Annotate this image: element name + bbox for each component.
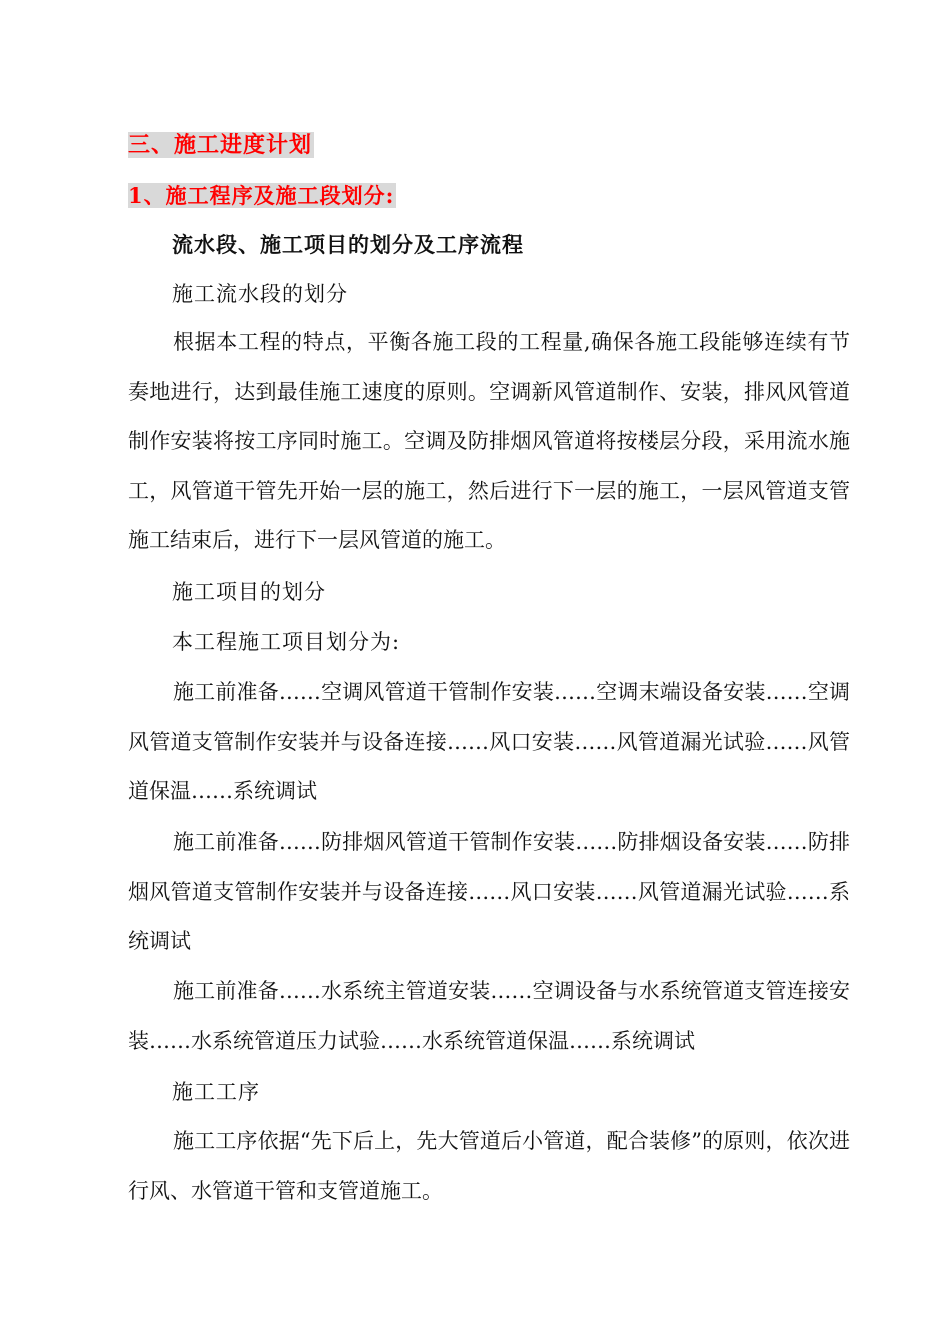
- project-division-item-3: 施工前准备……水系统主管道安装……空调设备与水系统管道支管连接安装……水系统管道压力试验……水系统管道保温……系统调试: [128, 979, 850, 1053]
- section-title-text: 三、施工进度计划: [128, 132, 313, 158]
- section-heading: 流水段、施工项目的划分及工序流程: [172, 233, 524, 257]
- flow-division-paragraph: 根据本工程的特点，平衡各施工段的工程量,确保各施工段能够连续有节奏地进行，达到最佳施工速度的原则。空调新风管道制作、安装，排风风管道制作安装将按工序同时施工。空调及防排烟风管道将按楼层分段，采用流水施工，风管道干管先开始一层的施工，然后进行下一层的施工，一层风管道支管施工结束后，进行下一层风管道的施工。: [128, 330, 850, 552]
- section-title: [128, 131, 314, 160]
- project-division-item-2: 施工前准备……防排烟风管道干管制作安装……防排烟设备安装……防排烟风管道支管制作安装并与设备连接……风口安装……风管道漏光试验……系统调试: [128, 830, 850, 953]
- section-subtitle: [128, 182, 396, 210]
- procedure-title: 施工工序: [172, 1080, 260, 1104]
- section-subtitle-text: 1、施工程序及施工段划分:: [128, 183, 395, 208]
- project-division-title: 施工项目的划分: [172, 580, 326, 604]
- project-division-intro: 本工程施工项目划分为:: [172, 630, 401, 654]
- flow-division-title: 施工流水段的划分: [172, 282, 348, 306]
- project-division-item-1: 施工前准备……空调风管道干管制作安装……空调末端设备安装……空调风管道支管制作安装并与设备连接……风口安装……风管道漏光试验……风管道保温……系统调试: [128, 680, 850, 803]
- procedure-paragraph: 施工工序依据“先下后上，先大管道后小管道，配合装修”的原则，依次进行风、水管道干管和支管道施工。: [128, 1129, 850, 1203]
